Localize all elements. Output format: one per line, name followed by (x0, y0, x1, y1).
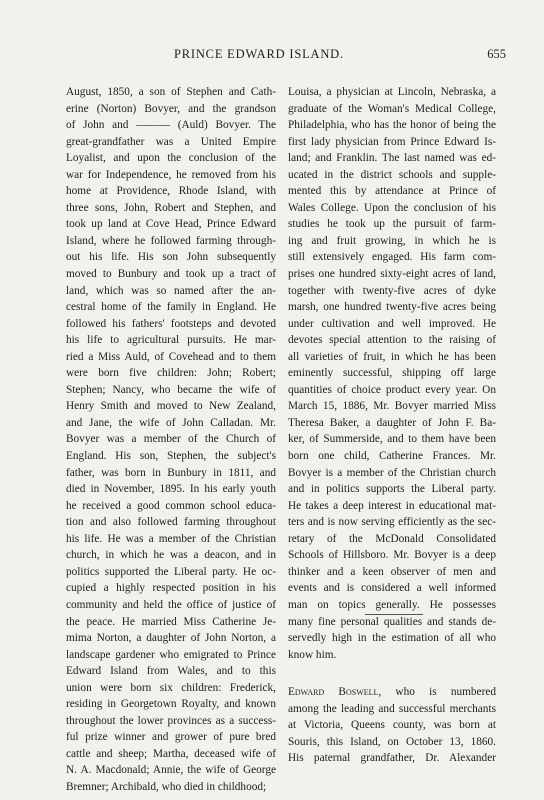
text-line: retary of the McDonald Consolidated (288, 532, 496, 545)
text-line: man on topics generally. He possesses (288, 598, 496, 611)
page-header (66, 47, 512, 67)
text-line: land, which was so named after the an- (66, 284, 276, 297)
text-line: and in politics supports the Liberal party. (288, 483, 496, 496)
text-line: died in November, 1895. In his early youth (66, 483, 276, 496)
text-line: took up land at Cove Head, Prince Edward (66, 218, 276, 231)
text-line: great-grandfather was a United Empire (66, 135, 276, 148)
text-line: together with twenty-five acres of dyke (288, 284, 496, 297)
text-line: followed his fathers' footsteps and devoted (66, 317, 276, 330)
text-line: He takes a deep interest in educational mat- (288, 499, 496, 512)
text-line: were born five children: John; Robert; (66, 367, 276, 380)
text-line: politics supported the Liberal party. He oc- (66, 565, 276, 578)
text-line: England. His son, Stephen, the subject's (66, 450, 276, 463)
text-line: the peace. He married Miss Catherine Je- (66, 615, 276, 628)
right-column (288, 84, 496, 663)
text-line: servedly high in the estimation of all who (288, 632, 496, 645)
text-line: cupied a highly respected position in his (66, 582, 276, 595)
text-line: prises one hundred sixty-eight acres of land, (288, 268, 496, 281)
text-line: he received a good common school educa- (66, 499, 276, 512)
page-number: 655 (487, 47, 506, 61)
text-line: Bremner; Archibald, who died in childhood; (66, 780, 267, 793)
text-line: land; and Franklin. The last named was ed- (288, 152, 496, 165)
entry-line: among the leading and successful merchants (288, 702, 496, 715)
text-line: war for Independence, he removed from his (66, 168, 276, 181)
text-line: residing in Georgetown Royalty, and known (66, 698, 276, 711)
text-line: still extensively engaged. His farm com- (288, 251, 496, 264)
text-line: marsh, one hundred twenty-five acres being (288, 301, 496, 314)
text-line: father, was born in Bunbury in 1811, and (66, 466, 276, 479)
text-line: his life to agricultural pursuits. He mar- (66, 334, 276, 347)
text-line: mima Norton, a daughter of John Norton, a (66, 632, 276, 645)
text-line: Schools of Hillsboro. Mr. Bovyer is a deep (288, 549, 496, 562)
text-line: cestral home of the family in England. He (66, 301, 276, 314)
text-line: Wales College. Upon the conclusion of his (288, 201, 496, 214)
text-line: Philadelphia, who has the honor of being the (288, 119, 496, 132)
text-line: moved to Bunbury and took up a tract of (66, 268, 276, 281)
text-line: Edward Island from Wales, and to this (66, 665, 276, 678)
text-line: thinker and a keen observer of men and (288, 565, 496, 578)
text-line: out his life. His son John subsequently (66, 251, 276, 264)
text-line: Louisa, a physician at Lincoln, Nebraska, a (288, 86, 496, 98)
text-line: ters and is now serving efficiently as the sec- (288, 516, 496, 529)
text-line: many fine personal qualities and stands de- (288, 615, 496, 628)
text-line: erine (Norton) Bovyer, and the grandson (66, 102, 276, 115)
new-entry (288, 684, 496, 767)
text-line: graduate of the Woman's Medical College, (288, 102, 496, 115)
text-line: and Jane, the wife of John Calladan. Mr. (66, 416, 276, 429)
text-line: know him. (288, 648, 337, 661)
entry-name: Edward Boswell, (288, 686, 382, 698)
text-line: home at Providence, Rhode Island, with (66, 185, 276, 198)
text-line: landscape gardener who emigrated to Prince (66, 648, 276, 661)
entry-line-0: who is numbered (381, 686, 496, 698)
text-line: quantities of choice product every year. On (288, 383, 496, 396)
text-line: Theresa Baker, a daughter of John F. Ba- (288, 416, 496, 429)
text-line: ful prize winner and grower of pure bred (66, 731, 276, 744)
text-line: studies he took up the pursuit of farm- (288, 218, 496, 231)
running-title: PRINCE EDWARD ISLAND. (174, 47, 344, 61)
text-line: Island, where he followed farming through- (66, 234, 276, 247)
text-line: August, 1850, a son of Stephen and Cath- (66, 86, 276, 98)
text-line: Henry Smith and moved to New Zealand, (66, 400, 276, 413)
text-line: ing and fruit growing, in which he is (288, 234, 496, 247)
text-line: ucated in the district schools and supple- (288, 168, 496, 181)
text-line: events and is considered a well informed (288, 582, 496, 595)
text-line: Bovyer was a member of the Church of (66, 433, 276, 446)
entry-line: at Victoria, Queens county, was born at (288, 719, 496, 732)
text-line: under cultivation and well improved. He (288, 317, 496, 330)
text-line: Stephen; Nancy, who became the wife of (66, 383, 276, 396)
text-line: cattle and sheep; Martha, deceased wife of (66, 747, 276, 760)
text-line: born one child, Catherine Frances. Mr. (288, 450, 496, 463)
text-line: Loyalist, and upon the conclusion of the (66, 152, 276, 165)
entry-line: His paternal grandfather, Dr. Alexander (288, 752, 496, 765)
text-line: March 15, 1886, Mr. Bovyer married Miss (288, 400, 496, 413)
text-line: mented this by attendance at Prince of (288, 185, 496, 198)
section-divider (365, 614, 423, 615)
left-column (66, 84, 276, 796)
text-line: church, in which he was a deacon, and in (66, 549, 276, 562)
text-line: all varieties of fruit, in which he has been (288, 350, 496, 363)
text-line: eminently successful, shipping off large (288, 367, 496, 380)
entry-line: Souris, this Island, on October 13, 1860. (288, 735, 496, 748)
text-line: ried a Miss Auld, of Covehead and to them (66, 350, 276, 363)
text-line: union were born six children: Frederick, (66, 681, 276, 694)
entry-first-line (288, 684, 496, 701)
text-line: his life. He was a member of the Christian (66, 532, 276, 545)
text-line: tion and also followed farming throughout (66, 516, 276, 529)
text-line: three sons, John, Robert and Stephen, and (66, 201, 276, 214)
text-line: N. A. Macdonald; Annie, the wife of George (66, 764, 276, 777)
text-line: devotes special attention to the raising of (288, 334, 496, 347)
text-line: throughout the lower provinces as a success- (66, 714, 276, 727)
text-line: ker, of Summerside, and to them have been (288, 433, 496, 446)
text-line: Bovyer is a member of the Christian church (288, 466, 496, 479)
text-line: of John and ——— (Auld) Bovyer. The (66, 119, 276, 132)
text-line: community and held the office of justice of (66, 598, 276, 611)
text-line: first lady physician from Prince Edward Is- (288, 135, 496, 148)
